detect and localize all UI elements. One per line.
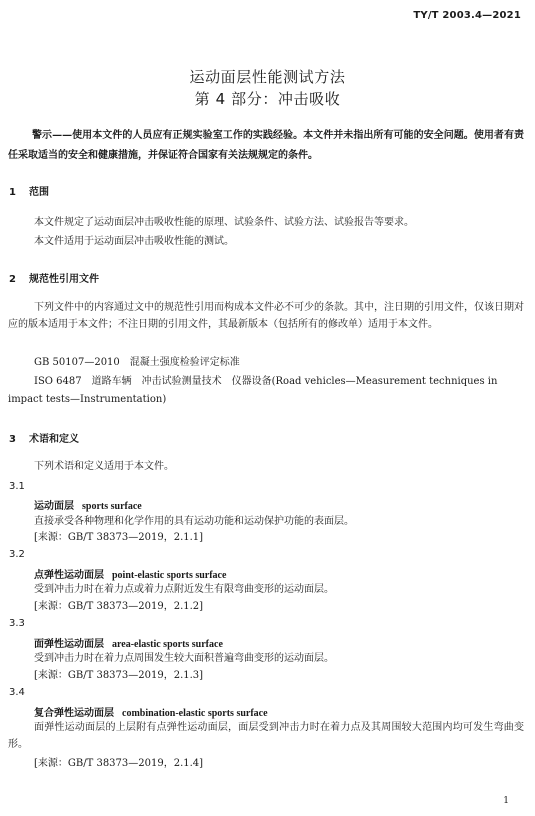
section-1-heading bbox=[9, 183, 49, 198]
section-number: 2 bbox=[9, 274, 16, 285]
term-zh: 复合弹性运动面层 bbox=[34, 708, 114, 719]
page-number: 1 bbox=[503, 796, 509, 806]
term-number: 3.4 bbox=[9, 687, 25, 698]
section-number: 1 bbox=[9, 187, 16, 198]
document-title bbox=[0, 66, 535, 110]
term-en: sports surface bbox=[82, 501, 142, 512]
term-number: 3.3 bbox=[9, 618, 25, 629]
term-definition: 受到冲击力时在着力点周围发生较大面积普遍弯曲变形的运动面层。 bbox=[34, 653, 334, 664]
term-number: 3.1 bbox=[9, 481, 25, 492]
section-title: 规范性引用文件 bbox=[29, 274, 99, 285]
title-main: 运动面层性能测试方法 bbox=[189, 68, 346, 86]
reference-gb-50107: GB 50107—2010 混凝土强度检验评定标准 bbox=[34, 357, 240, 368]
term-source: [来源：GB/T 38373—2019，2.1.3] bbox=[34, 670, 204, 681]
standard-code: TY/T 2003.4—2021 bbox=[413, 10, 521, 21]
reference-iso-6487-cont: impact tests—Instrumentation) bbox=[8, 394, 167, 405]
term-en: point-elastic sports surface bbox=[112, 570, 227, 581]
term-heading bbox=[34, 497, 142, 512]
term-heading bbox=[34, 635, 223, 650]
term-definition: 直接承受各种物理和化学作用的具有运动功能和运动保护功能的表面层。 bbox=[34, 516, 354, 527]
term-source: [来源：GB/T 38373—2019，2.1.2] bbox=[34, 601, 204, 612]
section-3-heading bbox=[9, 430, 79, 445]
warning-paragraph: 警示——使用本文件的人员应有正规实验室工作的实践经验。本文件并未指出所有可能的安全问题。使用者有责任采取适当的安全和健康措施，并保证符合国家有关法规规定的条件。 bbox=[8, 130, 524, 161]
term-en: area-elastic sports surface bbox=[112, 639, 223, 650]
term-definition: 受到冲击力时在着力点或着力点附近发生有限弯曲变形的运动面层。 bbox=[34, 584, 334, 595]
term-heading bbox=[34, 704, 268, 719]
term-zh: 面弹性运动面层 bbox=[34, 639, 104, 650]
section-number: 3 bbox=[9, 434, 16, 445]
term-source: [来源：GB/T 38373—2019，2.1.4] bbox=[34, 758, 204, 769]
section-title: 术语和定义 bbox=[29, 434, 79, 445]
term-zh: 点弹性运动面层 bbox=[34, 570, 104, 581]
term-heading bbox=[34, 566, 226, 581]
term-number: 3.2 bbox=[9, 549, 25, 560]
section-1-para-1: 本文件规定了运动面层冲击吸收性能的原理、试验条件、试验方法、试验报告等要求。 bbox=[34, 217, 414, 228]
section-3-intro: 下列术语和定义适用于本文件。 bbox=[34, 461, 174, 472]
title-part: 第 4 部分：冲击吸收 bbox=[194, 90, 341, 108]
term-definition: 面弹性运动面层的上层附有点弹性运动面层，面层受到冲击力时在着力点及其周围较大范围内均可发生弯曲变形。 bbox=[8, 722, 524, 750]
section-2-heading bbox=[9, 270, 99, 285]
section-title: 范围 bbox=[29, 187, 49, 198]
section-2-para-1: 下列文件中的内容通过文中的规范性引用而构成本文件必不可少的条款。其中，注日期的引用文件，仅该日期对应的版本适用于本文件；不注日期的引用文件，其最新版本（包括所有的修改单）适用于本文件。 bbox=[8, 302, 524, 330]
term-zh: 运动面层 bbox=[34, 501, 74, 512]
reference-iso-6487: ISO 6487 道路车辆 冲击试验测量技术 仪器设备(Road vehicles—Measurement techniques in bbox=[34, 376, 498, 387]
term-source: [来源：GB/T 38373—2019，2.1.1] bbox=[34, 532, 204, 543]
section-1-para-2: 本文件适用于运动面层冲击吸收性能的测试。 bbox=[34, 236, 234, 247]
term-en: combination-elastic sports surface bbox=[122, 708, 268, 719]
